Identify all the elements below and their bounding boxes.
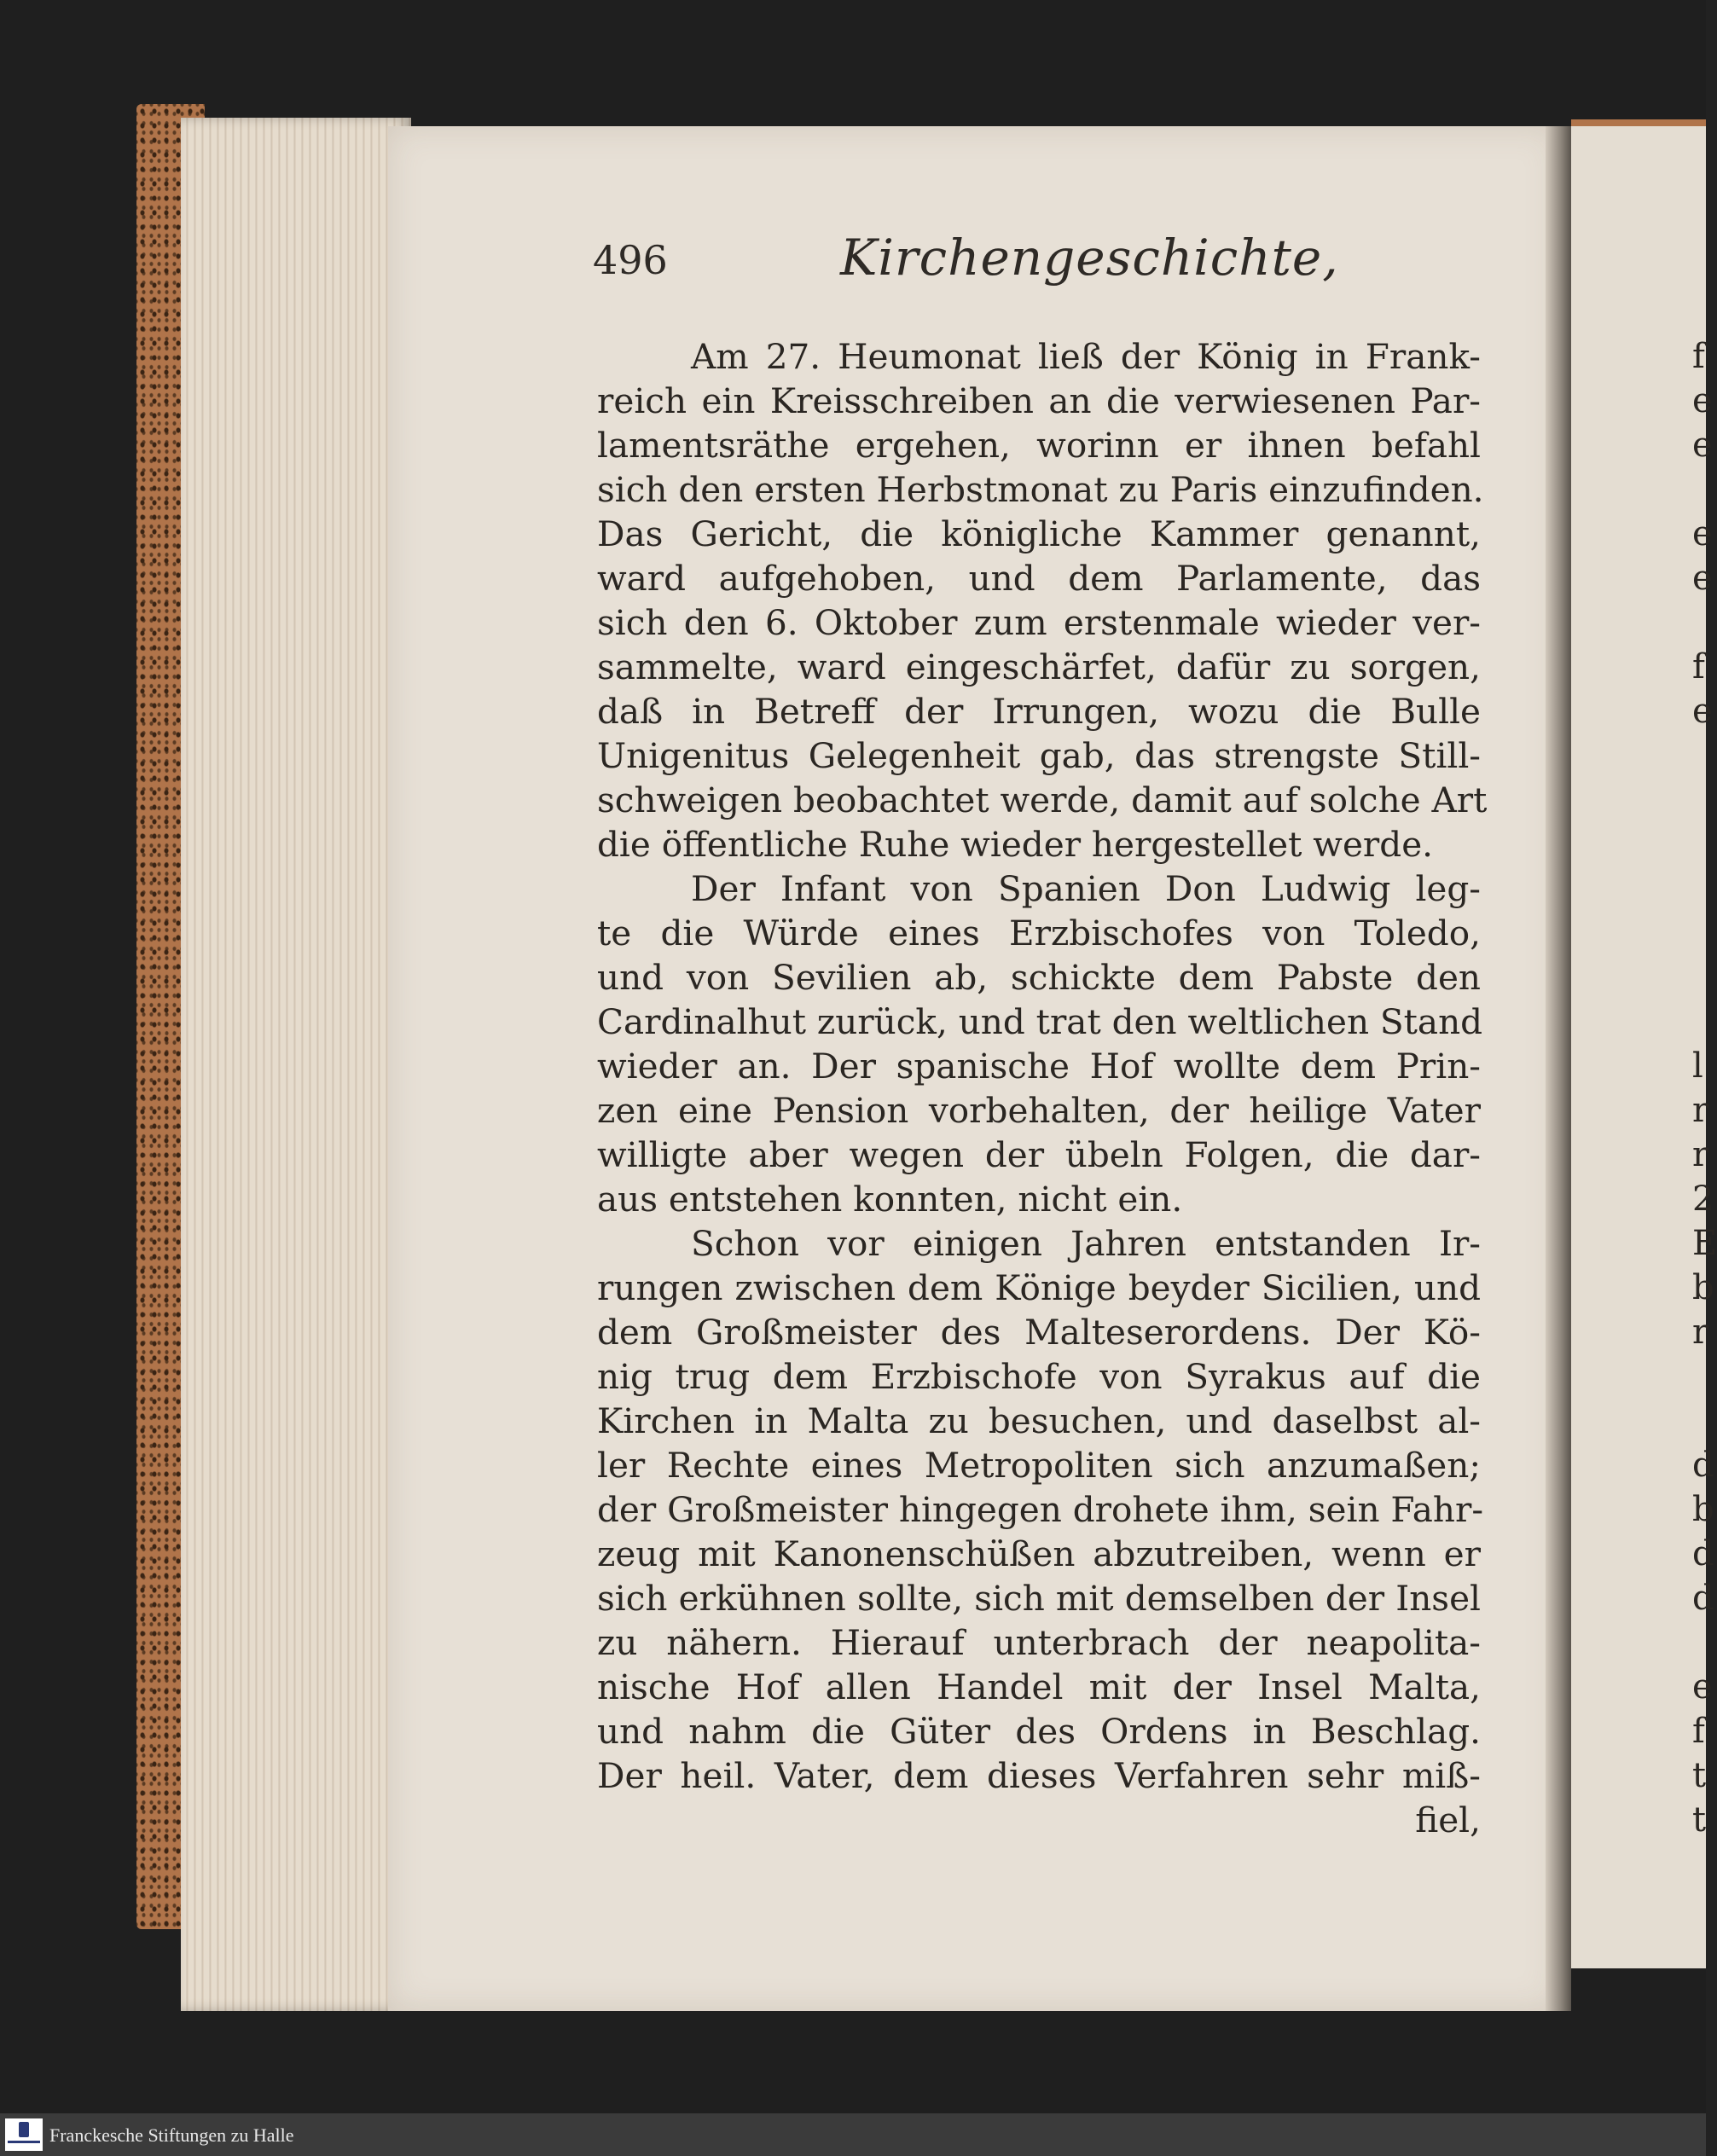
right-page-fragment: b (1692, 1268, 1714, 1307)
text-line: fiel, (1415, 1800, 1481, 1840)
right-page-fragment (1692, 600, 1706, 645)
book-gutter (1546, 126, 1571, 2011)
right-page-fragment: e (1692, 692, 1713, 731)
right-page-fragment: e (1692, 381, 1713, 420)
right-page-fragment: e (1692, 514, 1713, 553)
francke-foundation-logo-icon[interactable] (5, 2118, 43, 2151)
text-line: te die Würde eines Erzbischofes von Toledo, (597, 913, 1481, 953)
right-page-fragment: f (1692, 647, 1705, 687)
text-line: lamentsräthe ergehen, worinn er ihnen befahl (597, 425, 1481, 466)
text-line: aus entstehen konnten, nicht ein. (597, 1179, 1183, 1220)
text-line: Unigenitus Gelegenheit gab, das strengste Still- (597, 735, 1481, 776)
text-line: Der Infant von Spanien Don Ludwig leg- (691, 868, 1481, 909)
right-page-fragment (1692, 911, 1706, 955)
right-page-fragment: 2 (1692, 1179, 1714, 1219)
text-line: und von Sevilien ab, schickte dem Pabste den (597, 957, 1481, 998)
right-page-fragment: E (1692, 1224, 1717, 1263)
text-line: sammelte, ward eingeschärfet, dafür zu sorgen, (597, 646, 1481, 687)
text-line: Der heil. Vater, dem dieses Verfahren sehr miß- (597, 1755, 1481, 1796)
right-page-fragment: d (1692, 1579, 1714, 1618)
text-line: sich den 6. Oktober zum erstenmale wieder ver- (597, 602, 1481, 643)
running-title: Kirchengeschichte, (840, 229, 1339, 287)
right-page-fragment: f (1692, 337, 1705, 376)
right-page (1571, 126, 1717, 1968)
text-line: rungen zwischen dem Könige beyder Sicilien, und (597, 1267, 1481, 1308)
text-line: Das Gericht, die königliche Kammer genannt, (597, 513, 1481, 554)
right-page-fragment: r (1692, 1091, 1709, 1130)
right-page-fragment (1692, 866, 1706, 911)
right-page-fragment: l (1692, 1046, 1703, 1086)
text-line: willigte aber wegen der übeln Folgen, die dar- (597, 1134, 1481, 1175)
text-line: zu nähern. Hierauf unterbrach der neapolita- (597, 1622, 1481, 1663)
right-page-text-fragments (1692, 334, 1717, 1886)
text-line: Am 27. Heumonat ließ der König in Frank- (691, 336, 1481, 377)
text-line: reich ein Kreisschreiben an die verwiesenen Par- (597, 380, 1481, 421)
right-page-fragment: e (1692, 1667, 1713, 1707)
right-page-fragment: e (1692, 559, 1713, 598)
text-line: wieder an. Der spanische Hof wollte dem Prin- (597, 1046, 1481, 1087)
text-line: der Großmeister hingegen drohete ihm, sein Fahr- (597, 1489, 1484, 1530)
right-page-fragment (1692, 1842, 1706, 1886)
text-line: ler Rechte eines Metropoliten sich anzumaßen; (597, 1445, 1481, 1486)
text-line: nische Hof allen Handel mit der Insel Malta, (597, 1666, 1481, 1707)
text-line: schweigen beobachtet werde, damit auf solche Art (597, 780, 1488, 820)
text-line: Kirchen in Malta zu besuchen, und daselbst al- (597, 1400, 1481, 1441)
text-line: die öffentliche Ruhe wieder hergestellet werde. (597, 824, 1434, 865)
right-page-fragment (1692, 822, 1706, 866)
footer-label: Franckesche Stiftungen zu Halle (49, 2124, 294, 2146)
right-page-fragment: r (1692, 1135, 1709, 1174)
text-line: zeug mit Kanonenschüßen abzutreiben, wenn er (597, 1533, 1481, 1574)
right-page-fragment (1692, 1620, 1706, 1665)
text-line: sich erkühnen sollte, sich mit demselben der Insel (597, 1578, 1481, 1619)
page-header (593, 229, 1480, 297)
text-line: zen eine Pension vorbehalten, der heilige Vater (597, 1090, 1481, 1131)
text-line: dem Großmeister des Malteserordens. Der Kö- (597, 1312, 1481, 1353)
text-line: nig trug dem Erzbischofe von Syrakus auf die (597, 1356, 1481, 1397)
page-block-edges (181, 118, 411, 2011)
right-page-fragment (1692, 955, 1706, 1000)
text-line: sich den ersten Herbstmonat zu Paris einzufinden. (597, 469, 1484, 510)
footer-bar (0, 2113, 1706, 2156)
right-page-fragment (1692, 1000, 1706, 1044)
right-page-fragment: r (1692, 1313, 1709, 1352)
right-page-fragment: t (1692, 1756, 1707, 1795)
text-line: Schon vor einigen Jahren entstanden Ir- (691, 1223, 1481, 1264)
right-page-fragment (1692, 1399, 1706, 1443)
right-page-fragment: d (1692, 1446, 1714, 1485)
text-line: ward aufgehoben, und dem Parlamente, das (597, 558, 1481, 599)
text-line: daß in Betreff der Irrungen, wozu die Bulle (597, 691, 1481, 732)
right-page-fragment (1692, 1354, 1706, 1399)
right-page-fragment: b (1692, 1490, 1714, 1529)
right-page-fragment (1692, 467, 1706, 512)
right-page-fragment: d (1692, 1534, 1714, 1574)
right-page-fragment: f (1692, 1712, 1705, 1751)
right-page-fragment (1692, 778, 1706, 822)
right-page-fragment: e (1692, 426, 1713, 465)
right-page-fragment (1692, 733, 1706, 778)
right-page-fragment: t (1692, 1800, 1707, 1840)
page-number: 496 (593, 237, 668, 283)
body-text (597, 334, 1488, 1842)
text-line: und nahm die Güter des Ordens in Beschlag. (597, 1711, 1481, 1752)
text-line: Cardinalhut zurück, und trat den weltlichen Stand (597, 1001, 1483, 1042)
